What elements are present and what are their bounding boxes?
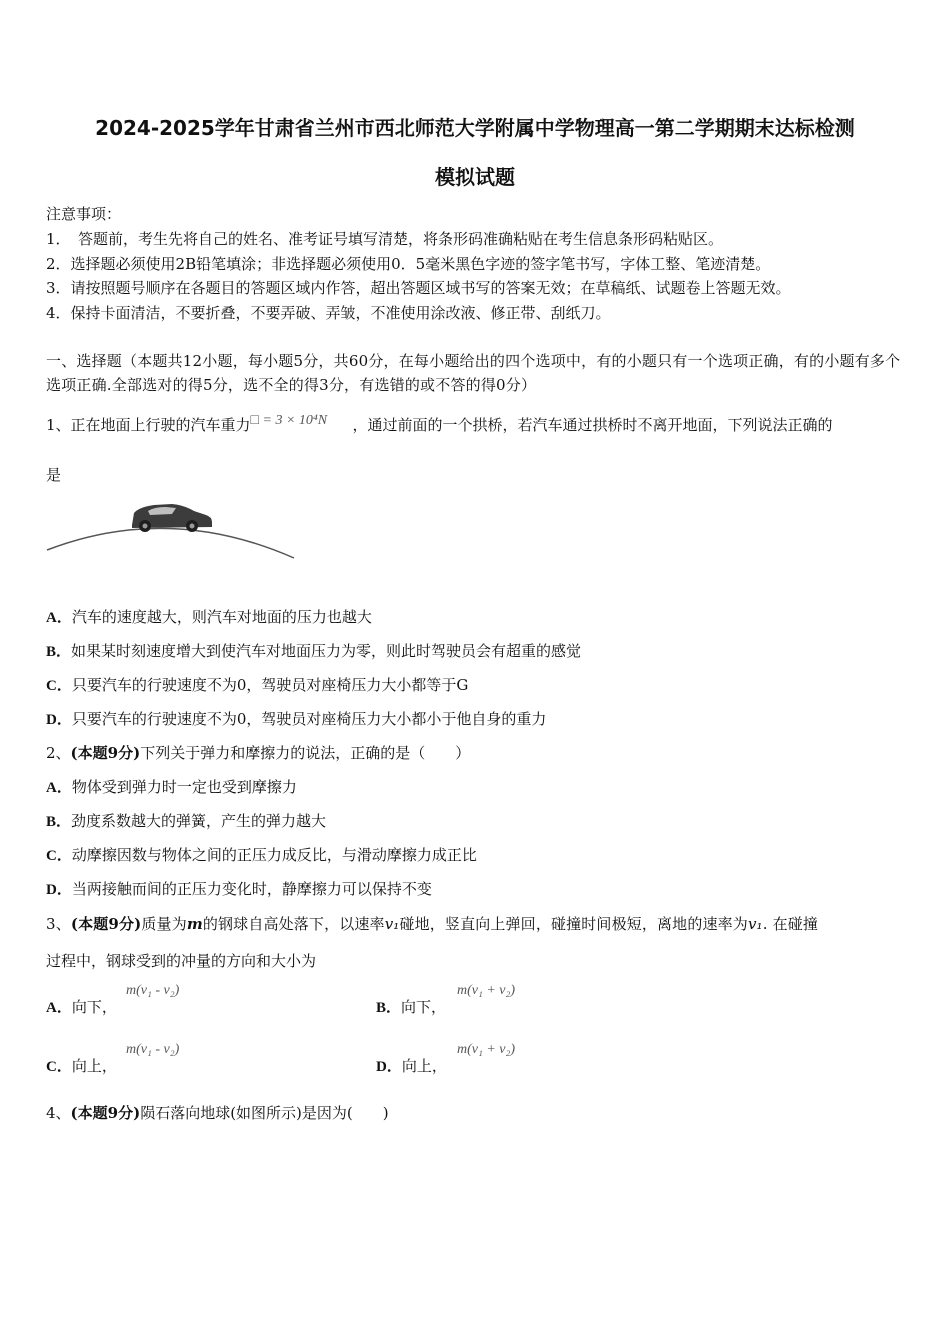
notice-item-1: 1． 答题前，考生先将自己的姓名、准考证号填写清楚，将条形码准确粘贴在考生信息条形码粘贴区。 — [46, 230, 724, 248]
question-3-option-b-formula: m(v₁ + v₂) — [457, 983, 516, 998]
question-2-option-b: B．劲度系数越大的弹簧，产生的弹力越大 — [46, 812, 327, 830]
car-on-bridge-figure — [44, 495, 299, 565]
bridge-arch — [47, 528, 294, 558]
question-2-option-a: A．物体受到弹力时一定也受到摩擦力 — [46, 778, 297, 796]
notice-heading: 注意事项： — [46, 205, 122, 223]
notice-item-3: 3．请按照题号顺序在各题目的答题区域内作答，超出答题区域书写的答案无效；在草稿纸、试题卷上答题无效。 — [46, 279, 791, 297]
page-title-line-1: 2024-2025学年甘肃省兰州市西北师范大学附属中学物理高一第二学期期末达标检测 — [95, 116, 855, 140]
question-1-option-a: A．汽车的速度越大，则汽车对地面的压力也越大 — [46, 608, 372, 626]
question-2-option-c: C．动摩擦因数与物体之间的正压力成反比，与滑动摩擦力成正比 — [46, 846, 477, 864]
question-1-option-d: D．只要汽车的行驶速度不为0，驾驶员对座椅压力大小都小于他自身的重力 — [46, 710, 547, 728]
question-1-formula: □ = 3 × 10⁴N — [250, 413, 328, 428]
question-3-stem-cont: 过程中，钢球受到的冲量的方向和大小为 — [46, 952, 317, 970]
question-1-text-before: 1、正在地面上行驶的汽车重力 — [46, 416, 251, 434]
question-2-option-d: D．当两接触而间的正压力变化时，静摩擦力可以保持不变 — [46, 880, 432, 898]
question-1-text-after: ，通过前面的一个拱桥，若汽车通过拱桥时不离开地面，下列说法正确的 — [352, 416, 833, 434]
question-1-stem — [46, 414, 833, 435]
question-3-option-c-formula: m(v₁ - v₂) — [126, 1042, 180, 1057]
question-4-stem: 4、(本题9分)陨石落向地球(如图所示)是因为( ) — [46, 1104, 389, 1122]
question-3-option-a-formula: m(v₁ - v₂) — [126, 983, 180, 998]
page-title-line-2: 模拟试题 — [435, 165, 515, 189]
question-2-stem: 2、(本题9分)下列关于弹力和摩擦力的说法，正确的是（ ） — [46, 744, 471, 762]
notice-item-4: 4．保持卡面清洁，不要折叠，不要弄破、弄皱，不准使用涂改液、修正带、刮纸刀。 — [46, 304, 611, 322]
section-1-heading: 一、选择题（本题共12小题，每小题5分，共60分，在每小题给出的四个选项中，有的小题只有一个选项正确，有的小题有多个选项正确.全部选对的得5分，选不全的得3分，有选错的或不答的得0分） — [46, 352, 901, 394]
question-3-option-b: B．向下， — [376, 998, 447, 1016]
question-3-option-c: C．向上， — [46, 1057, 117, 1075]
question-1-option-c: C．只要汽车的行驶速度不为0，驾驶员对座椅压力大小都等于G — [46, 676, 469, 694]
question-3-stem: 3、(本题9分)质量为m的钢球自高处落下，以速率v₁碰地，竖直向上弹回，碰撞时间极短，离地的速率为v₁. 在碰撞 — [46, 915, 819, 933]
notice-item-2: 2．选择题必须使用2B铅笔填涂；非选择题必须使用0．5毫米黑色字迹的签字笔书写，字体工整、笔迹清楚。 — [46, 255, 771, 273]
question-3-option-a: A．向下， — [46, 998, 117, 1016]
question-3-option-d-formula: m(v₁ + v₂) — [457, 1042, 516, 1057]
car-icon — [132, 504, 212, 532]
question-3-option-d: D．向上， — [376, 1057, 447, 1075]
question-1-stem-cont: 是 — [46, 466, 62, 484]
question-1-option-b: B．如果某时刻速度增大到使汽车对地面压力为零，则此时驾驶员会有超重的感觉 — [46, 642, 582, 660]
